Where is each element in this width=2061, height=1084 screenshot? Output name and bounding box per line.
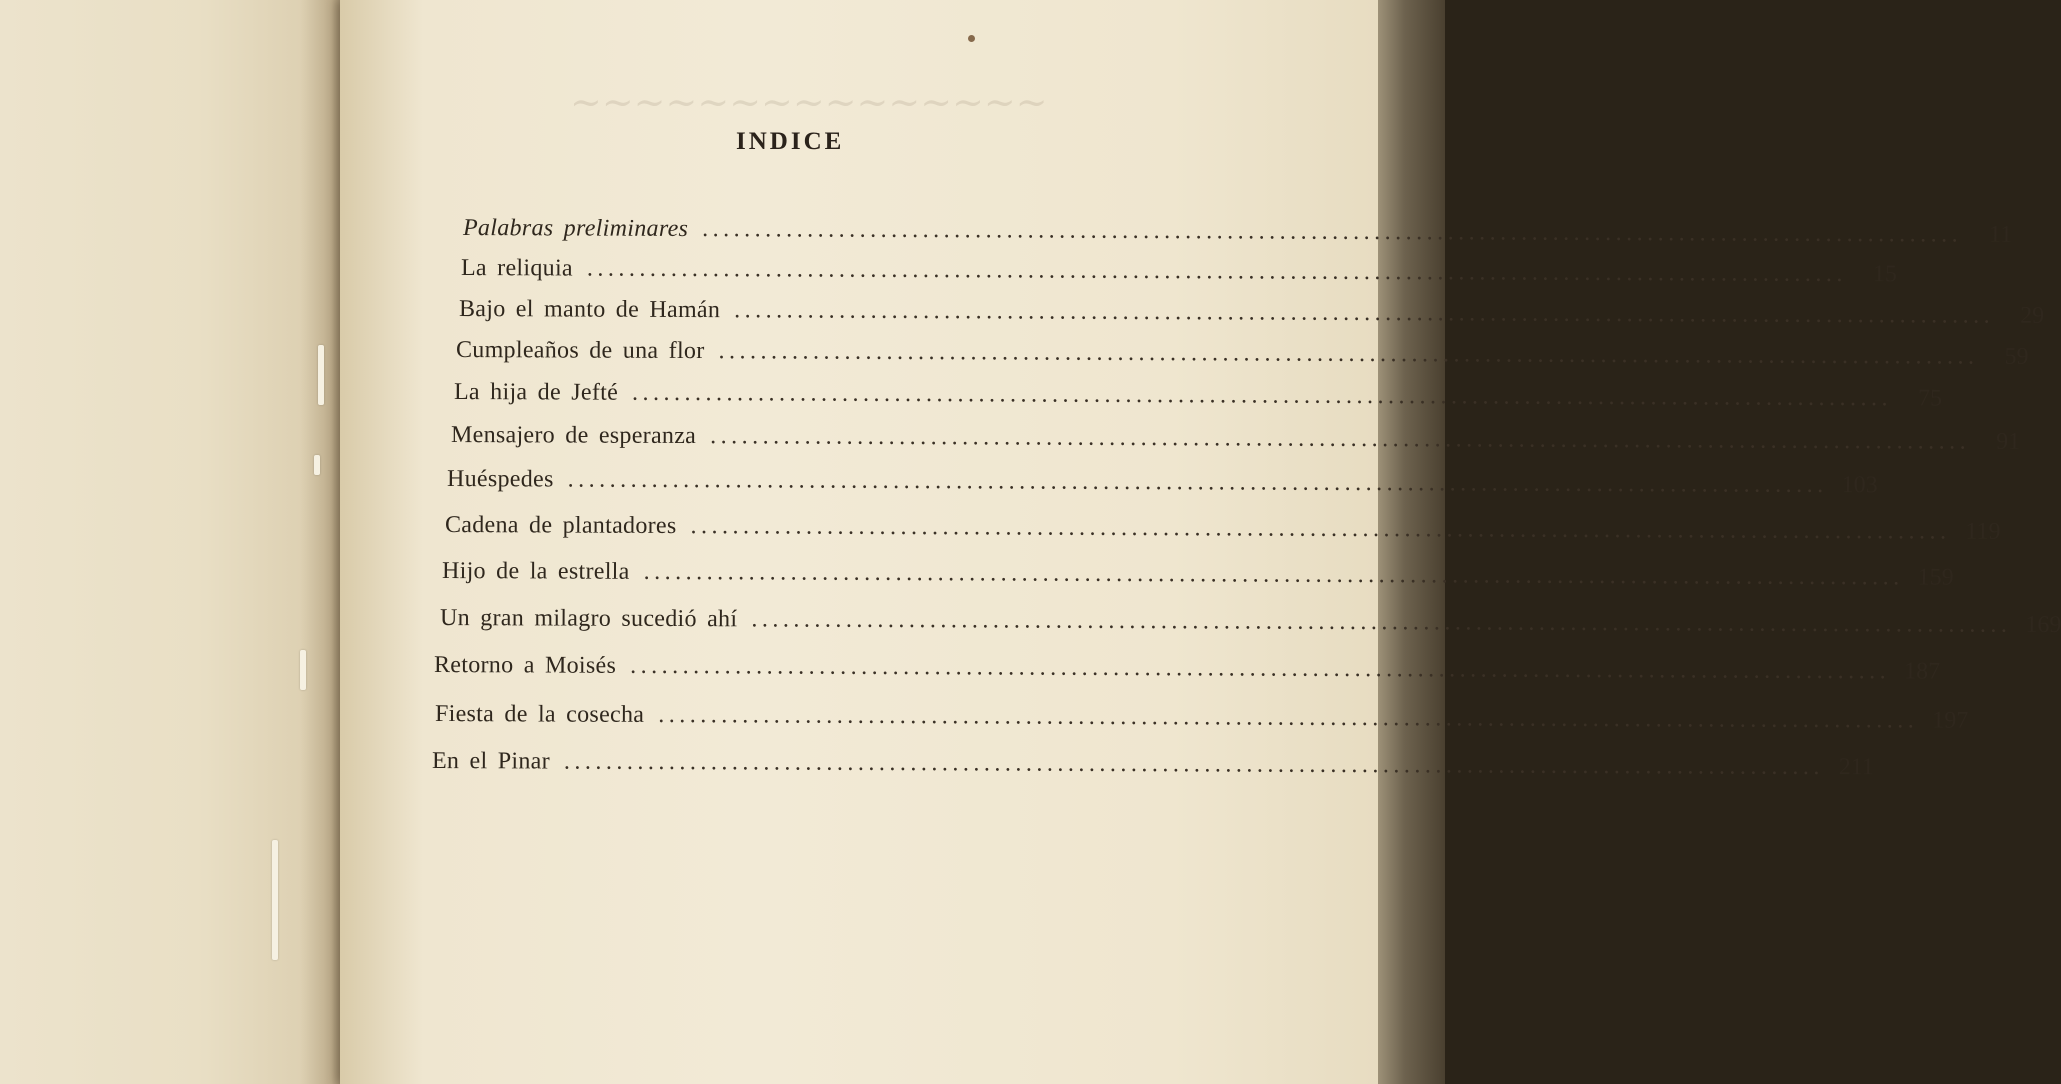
- toc-entry: [444, 512, 2001, 545]
- index-heading: INDICE: [736, 128, 845, 155]
- toc-dot-leader: ........................................................................................................................: [563, 748, 1824, 781]
- toc-dot-leader: ........................................................................................................................: [586, 255, 1847, 288]
- toc-dot-leader: ........................................................................................................................: [751, 606, 2012, 638]
- toc-dot-leader: ........................................................................................................................: [630, 652, 1891, 685]
- toc-dot-leader: ........................................................................................................................: [734, 297, 1995, 329]
- paper-stain: [968, 35, 975, 42]
- toc-entry: [455, 337, 2029, 370]
- toc-entry-title: Huéspedes: [446, 466, 554, 493]
- toc-entry: [460, 255, 1897, 288]
- toc-entry-title: Palabras preliminares: [462, 215, 689, 242]
- toc-entry: [446, 466, 1878, 499]
- toc-entry-page: 119: [1965, 518, 2001, 545]
- toc-entry-page: 187: [1904, 658, 1941, 685]
- toc-entry-page: 91: [1996, 428, 2021, 455]
- toc-entry-title: Cadena de plantadores: [444, 512, 677, 540]
- toc-entry-title: Mensajero de esperanza: [450, 422, 697, 450]
- toc-dot-leader: ........................................................................................................................: [643, 558, 1904, 591]
- toc-entry-page: 59: [2004, 343, 2029, 370]
- toc-dot-leader: ........................................................................................................................: [702, 216, 1963, 248]
- toc-entry: [439, 605, 2061, 639]
- binding-stitch: [300, 650, 306, 690]
- toc-entry-page: 75: [1917, 385, 1943, 412]
- toc-entry-page: 29: [2020, 302, 2045, 329]
- toc-entry: [453, 379, 1943, 412]
- toc-dot-leader: ........................................................................................................................: [690, 513, 1951, 545]
- toc-entry-page: 159: [1917, 564, 1954, 591]
- toc-entry-title: Fiesta de la cosecha: [434, 701, 645, 728]
- toc-entry-page: 15: [1872, 261, 1897, 288]
- toc-entry-page: 11: [1989, 221, 2013, 248]
- toc-entry-page: 103: [1841, 472, 1878, 499]
- toc-dot-leader: ........................................................................................................................: [710, 423, 1971, 455]
- toc-entry: [458, 296, 2045, 329]
- toc-entry: [462, 215, 2013, 248]
- toc-entry-title: Un gran milagro sucedió ahí: [439, 605, 738, 633]
- toc-dot-leader: ........................................................................................................................: [567, 466, 1828, 499]
- binding-stitch: [314, 455, 320, 475]
- toc-entry-title: Cumpleaños de una flor: [455, 337, 705, 365]
- toc-entry: [433, 652, 1941, 685]
- toc-entry: [441, 558, 1954, 591]
- toc-entry-title: Retorno a Moisés: [433, 652, 617, 679]
- toc-entry-page: 197: [1932, 707, 1969, 734]
- toc-entry-title: La hija de Jefté: [453, 379, 619, 406]
- toc-entry: [431, 748, 1874, 781]
- toc-dot-leader: ........................................................................................................................: [658, 701, 1919, 734]
- toc-entry: [434, 701, 1969, 734]
- toc-entry-title: La reliquia: [460, 255, 573, 282]
- toc-entry-title: Hijo de la estrella: [441, 558, 630, 585]
- toc-entry-page: 211: [1838, 754, 1874, 781]
- binding-stitch: [318, 345, 324, 405]
- toc-dot-leader: ........................................................................................................................: [632, 379, 1893, 412]
- toc-entry-title: En el Pinar: [431, 748, 551, 775]
- toc-entry-page: 169: [2025, 611, 2061, 639]
- toc-entry-title: Bajo el manto de Hamán: [458, 296, 721, 324]
- toc-entry: [450, 422, 2021, 455]
- toc-dot-leader: ........................................................................................................................: [718, 338, 1979, 370]
- show-through-text: ~~~~~~~~~~~~~~~: [570, 80, 1048, 124]
- binding-stitch: [272, 840, 278, 960]
